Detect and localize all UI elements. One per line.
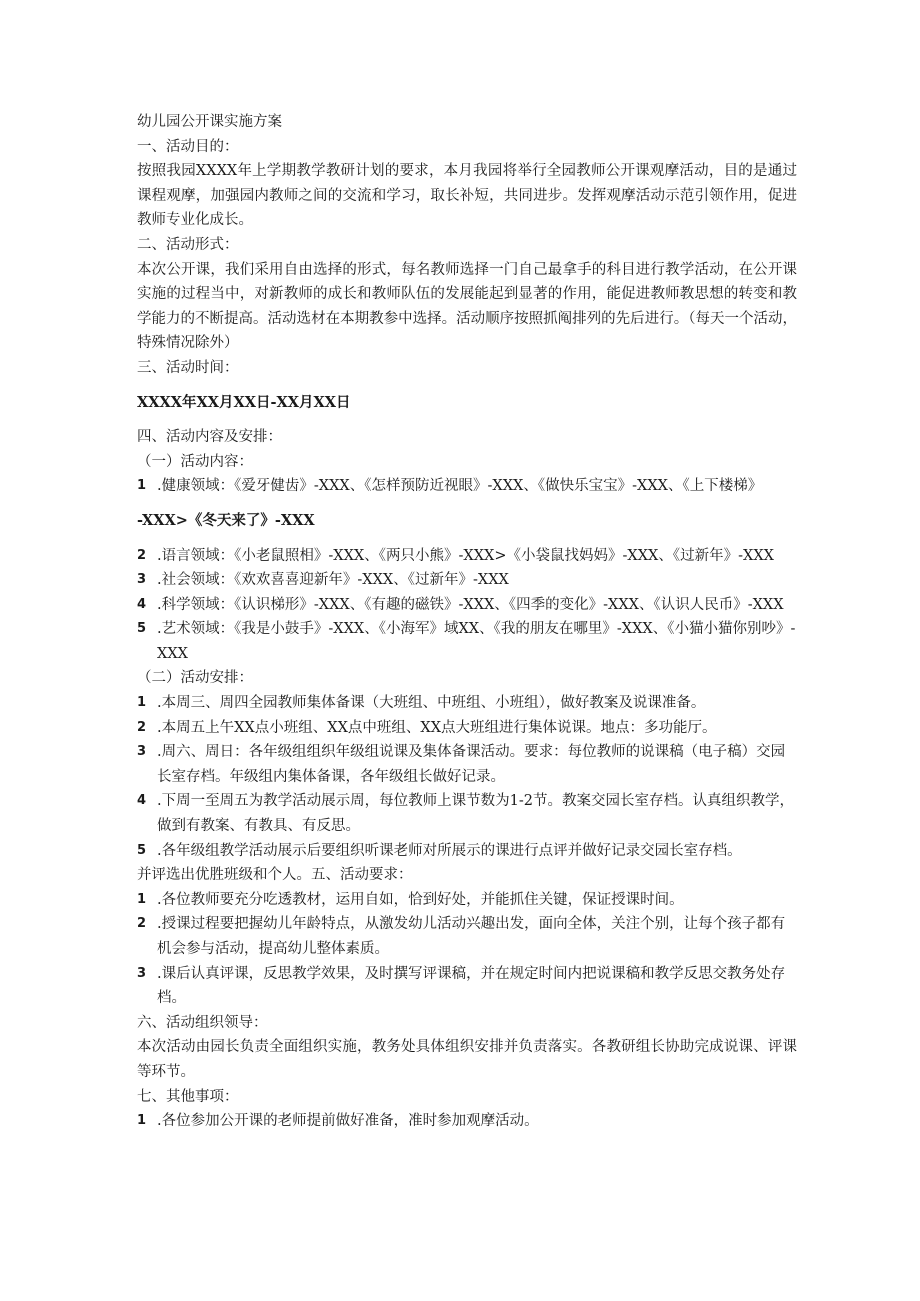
doc-title: 幼儿园公开课实施方案 [137,114,282,130]
item-number: 2 [137,916,147,932]
item-text: .本周三、周四全园教师集体备课（大班组、中班组、小班组），做好教案及说课准备。 [157,695,706,712]
item-number: 4 [137,596,147,612]
requirement-item [137,962,797,1011]
item-text: .科学领域：《认识梯形》-XXX、《有趣的磁铁》-XXX、《四季的变化》-XXX、《认识人民币》-XXX [157,596,784,613]
item-text: .授课过程要把握幼儿年龄特点，从激发幼儿活动兴趣出发，面向全体，关注个别，让每个孩子都有机会参与活动，提高幼儿整体素质。 [157,916,786,957]
item-text: .周六、周日：各年级组组织年级组说课及集体备课活动。要求：每位教师的说课稿（电子稿）交园长室存档。年级组内集体备课，各年级组长做好记录。 [157,744,786,785]
item-text: .本周五上午XX点小班组、XX点中班组、XX点大班组进行集体说课。地点：多功能厅。 [157,719,717,736]
content-item [137,544,797,569]
section-2-heading: 二、活动形式： [137,236,239,253]
requirement-item [137,888,797,913]
item-text: .语言领域：《小老鼠照相》-XXX、《两只小熊》-XXX>《小袋鼠找妈妈》-XXX、《过新年》-XXX [157,547,774,564]
content-item [137,617,797,666]
content-item [137,474,797,499]
item-number: 1 [137,478,147,494]
item-number: 1 [137,891,147,907]
item-text: .社会领域：《欢欢喜喜迎新年》-XXX、《过新年》-XXX [157,572,509,589]
section-4-heading: 四、活动内容及安排： [137,429,282,446]
item-number: 2 [137,719,147,735]
content-item [137,568,797,593]
item-number: 3 [137,744,147,760]
item-text: .艺术领域：《我是小鼓手》-XXX、《小海军》域XX、《我的朋友在哪里》-XXX、《小猫小猫你别吵》-XXX [157,621,796,662]
requirement-item [137,912,797,961]
content-item [137,593,797,618]
arrangement-item [137,740,797,789]
section-1-heading: 一、活动目的： [137,138,239,155]
item-text: .课后认真评课，反思教学效果，及时撰写评课稿，并在规定时间内把说课稿和教学反思交教务处存档。 [157,965,786,1007]
section-4-tail: 并评选出优胜班级和个人。五、活动要求： [137,867,413,884]
document-body [137,110,797,1134]
section-4-sub1: （一）活动内容： [137,453,253,470]
item-text: .各年级组教学活动展示后要组织听课老师对所展示的课进行点评并做好记录交园长室存档。 [157,842,742,859]
arrangement-item [137,789,797,838]
content-item-continued: -XXX>《冬天来了》-XXX [137,511,315,529]
arrangement-item [137,691,797,716]
section-1-body: 按照我园XXXX年上学期教学教研计划的要求，本月我园将举行全园教师公开课观摩活动，目的是通过课程观摩，加强园内教师之间的交流和学习，取长补短，共同进步。发挥观摩活动示范引领作用，促进教师专业化成长。 [137,163,797,229]
section-3-heading: 三、活动时间： [137,359,239,376]
item-text: .下周一至周五为教学活动展示周，每位教师上课节数为1-2节。教案交园长室存档。认真组织教学，做到有教案、有教具、有反思。 [157,793,794,835]
arrangement-item [137,716,797,741]
item-number: 5 [137,621,147,637]
section-6-heading: 六、活动组织领导： [137,1014,268,1031]
item-number: 1 [137,695,147,711]
section-2-body: 本次公开课，我们采用自由选择的形式，每名教师选择一门自己最拿手的科目进行教学活动，在公开课实施的过程当中，对新教师的成长和教师队伍的发展能起到显著的作用，能促进教师教思想的转变和教学能力的不断提高。活动选材在本期教参中选择。活动顺序按照抓阄排列的先后进行。（每天一个活动，特殊情况除外） [137,261,797,352]
item-text: .各位参加公开课的老师提前做好准备，准时参加观摩活动。 [157,1113,539,1130]
arrangement-item [137,839,797,864]
item-number: 1 [137,1113,147,1129]
item-number: 3 [137,965,147,981]
other-item [137,1109,797,1134]
section-7-heading: 七、其他事项： [137,1088,239,1105]
item-number: 5 [137,842,147,858]
item-number: 2 [137,547,147,563]
section-6-body: 本次活动由园长负责全面组织实施，教务处具体组织安排并负责落实。各教研组长协助完成说课、评课等环节。 [137,1039,797,1080]
item-text: .各位教师要充分吃透教材，运用自如，恰到好处，并能抓住关键，保证授课时间。 [157,891,684,908]
item-text: .健康领域：《爱牙健齿》-XXX、《怎样预防近视眼》-XXX、《做快乐宝宝》-XXX、《上下楼梯》 [157,478,763,495]
section-3-date: XXXX年XX月XX日-XX月XX日 [137,393,351,411]
item-number: 3 [137,572,147,588]
item-number: 4 [137,793,147,809]
section-4-sub2: （二）活动安排： [137,670,253,687]
